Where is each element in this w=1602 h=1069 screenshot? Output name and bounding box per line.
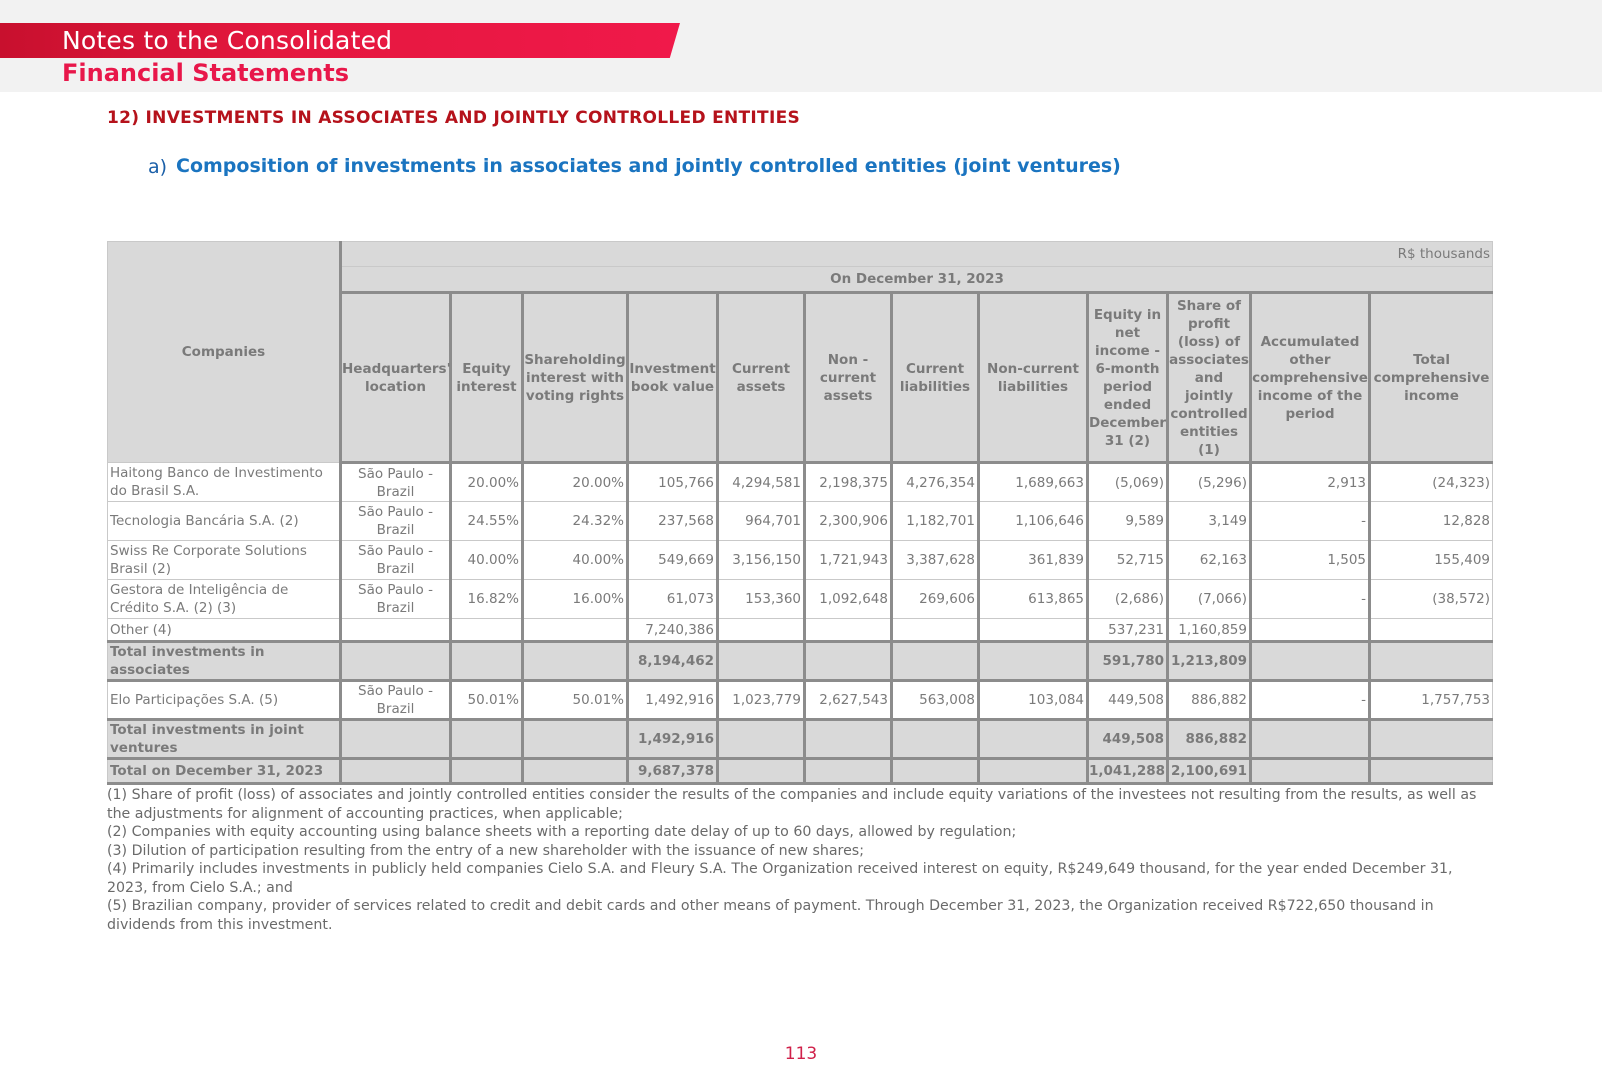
empty-cell [451, 759, 523, 784]
footnote: (3) Dilution of participation resulting from the entry of a new shareholder with the issuance of new shares; [107, 842, 864, 859]
table-cell: 16.82% [451, 580, 523, 619]
column-header: Current assets [718, 293, 805, 463]
table-row [108, 580, 1493, 619]
table-cell: 1,721,943 [805, 541, 892, 580]
total-label: Total on December 31, 2023 [108, 759, 341, 784]
table-cell: 2,627,543 [805, 681, 892, 720]
total-equity: 449,508 [1088, 720, 1168, 759]
table-cell: 105,766 [628, 463, 718, 502]
table-cell: (24,323) [1370, 463, 1493, 502]
table-cell: (5,296) [1168, 463, 1251, 502]
column-header: Non-current liabilities [979, 293, 1088, 463]
column-header: Equity in net income - 6-month period ended December 31 (2) [1088, 293, 1168, 463]
table-cell: 20.00% [523, 463, 628, 502]
table-cell: 50.01% [451, 681, 523, 720]
total-book-value: 1,492,916 [628, 720, 718, 759]
table-cell: 3,387,628 [892, 541, 979, 580]
empty-cell [1251, 642, 1370, 681]
table-cell: 361,839 [979, 541, 1088, 580]
table-row [108, 619, 1493, 642]
table-cell: 153,360 [718, 580, 805, 619]
empty-cell [718, 642, 805, 681]
empty-cell [979, 720, 1088, 759]
column-header: Shareholding interest with voting rights [523, 293, 628, 463]
table-cell: 7,240,386 [628, 619, 718, 642]
column-header: Equity interest [451, 293, 523, 463]
empty-cell [341, 759, 451, 784]
table-cell: 237,568 [628, 502, 718, 541]
column-header: Share of profit (loss) of associates and jointly controlled entities (1) [1168, 293, 1251, 463]
table-cell [718, 619, 805, 642]
subsection-title: Composition of investments in associates and jointly controlled entities (joint ventures) [176, 155, 1121, 177]
empty-cell [1251, 759, 1370, 784]
column-header: Investment book value [628, 293, 718, 463]
table-cell: São Paulo - Brazil [341, 502, 451, 541]
table-cell: 103,084 [979, 681, 1088, 720]
table-cell: 40.00% [451, 541, 523, 580]
empty-cell [1370, 759, 1493, 784]
table-cell [979, 619, 1088, 642]
table-cell: 613,865 [979, 580, 1088, 619]
table-cell: 886,882 [1168, 681, 1251, 720]
table-cell: 2,300,906 [805, 502, 892, 541]
empty-cell [341, 720, 451, 759]
table-row [108, 502, 1493, 541]
total-share: 2,100,691 [1168, 759, 1251, 784]
table-row [108, 541, 1493, 580]
table-cell: - [1251, 580, 1370, 619]
table-cell: 1,757,753 [1370, 681, 1493, 720]
table-row [108, 463, 1493, 502]
table-cell: 3,156,150 [718, 541, 805, 580]
column-header: Accumulated other comprehensive income of the period [1251, 293, 1370, 463]
empty-cell [523, 720, 628, 759]
table-cell: 62,163 [1168, 541, 1251, 580]
grand-total-row [108, 759, 1493, 784]
company-name: Tecnologia Bancária S.A. (2) [108, 502, 341, 541]
section-title: 12) INVESTMENTS IN ASSOCIATES AND JOINTLY CONTROLLED ENTITIES [107, 108, 801, 128]
column-header: Total comprehensive income [1370, 293, 1493, 463]
page-number: 113 [784, 1044, 818, 1064]
table-cell: 3,149 [1168, 502, 1251, 541]
footnote: (4) Primarily includes investments in publicly held companies Cielo S.A. and Fleury S.A. The Organization received interest on equity, R$249,649 thousand, for the year ended December 31, 2023, from Cielo S.A.; and [107, 861, 1453, 896]
empty-cell [1370, 642, 1493, 681]
table-cell [341, 619, 451, 642]
company-name: Gestora de Inteligência de Crédito S.A. (2) (3) [108, 580, 341, 619]
empty-cell [892, 759, 979, 784]
table-cell [805, 619, 892, 642]
empty-cell [451, 720, 523, 759]
empty-cell [979, 642, 1088, 681]
units-label: R$ thousands [341, 242, 1493, 267]
table-cell: 12,828 [1370, 502, 1493, 541]
total-share: 1,213,809 [1168, 642, 1251, 681]
table-cell: 449,508 [1088, 681, 1168, 720]
empty-cell [523, 642, 628, 681]
table-cell: 1,182,701 [892, 502, 979, 541]
total-equity: 591,780 [1088, 642, 1168, 681]
table-cell: 563,008 [892, 681, 979, 720]
table-cell [523, 619, 628, 642]
company-name: Other (4) [108, 619, 341, 642]
empty-cell [892, 642, 979, 681]
empty-cell [718, 720, 805, 759]
table-cell: 24.32% [523, 502, 628, 541]
company-name: Haitong Banco de Investimento do Brasil S.A. [108, 463, 341, 502]
empty-cell [341, 642, 451, 681]
table-cell: 549,669 [628, 541, 718, 580]
table-cell: 40.00% [523, 541, 628, 580]
table-cell: (7,066) [1168, 580, 1251, 619]
company-name: Elo Participações S.A. (5) [108, 681, 341, 720]
table-cell: 2,913 [1251, 463, 1370, 502]
empty-cell [1370, 720, 1493, 759]
column-header: Non - current assets [805, 293, 892, 463]
empty-cell [523, 759, 628, 784]
table-cell: 9,589 [1088, 502, 1168, 541]
table-cell: (38,572) [1370, 580, 1493, 619]
table-cell: 1,023,779 [718, 681, 805, 720]
table-row [108, 681, 1493, 720]
table-cell: (2,686) [1088, 580, 1168, 619]
total-book-value: 8,194,462 [628, 642, 718, 681]
page-title-line2: Financial Statements [62, 59, 350, 87]
table-cell: 61,073 [628, 580, 718, 619]
footnotes [107, 786, 1492, 934]
period-header: On December 31, 2023 [341, 267, 1493, 293]
total-share: 886,882 [1168, 720, 1251, 759]
table-cell: 4,276,354 [892, 463, 979, 502]
table-cell: (5,069) [1088, 463, 1168, 502]
total-associates-row [108, 642, 1493, 681]
column-header: Current liabilities [892, 293, 979, 463]
table-cell [892, 619, 979, 642]
table-cell: 4,294,581 [718, 463, 805, 502]
total-book-value: 9,687,378 [628, 759, 718, 784]
footnote: (5) Brazilian company, provider of services related to credit and debit cards and other means of payment. Through December 31, 2023, the Organization received R$722,650 thousand in dividends from this investment. [107, 898, 1434, 933]
empty-cell [1251, 720, 1370, 759]
empty-cell [979, 759, 1088, 784]
total-label: Total investments in associates [108, 642, 341, 681]
total-label: Total investments in joint ventures [108, 720, 341, 759]
total-jv-row [108, 720, 1493, 759]
companies-header: Companies [108, 242, 341, 463]
empty-cell [718, 759, 805, 784]
table-cell: 1,689,663 [979, 463, 1088, 502]
empty-cell [805, 759, 892, 784]
table-cell: 1,505 [1251, 541, 1370, 580]
table-cell: 2,198,375 [805, 463, 892, 502]
empty-cell [805, 720, 892, 759]
table-cell: 964,701 [718, 502, 805, 541]
table-cell: 16.00% [523, 580, 628, 619]
table-cell: - [1251, 681, 1370, 720]
subsection-letter: a) [148, 156, 168, 178]
table-cell: 52,715 [1088, 541, 1168, 580]
table-cell: 269,606 [892, 580, 979, 619]
table-cell [451, 619, 523, 642]
empty-cell [451, 642, 523, 681]
table-cell: São Paulo - Brazil [341, 681, 451, 720]
table-cell [1370, 619, 1493, 642]
table-cell [1251, 619, 1370, 642]
investments-table [107, 241, 1493, 785]
table-cell: 1,106,646 [979, 502, 1088, 541]
table-cell: 20.00% [451, 463, 523, 502]
table-cell: - [1251, 502, 1370, 541]
total-equity: 1,041,288 [1088, 759, 1168, 784]
footnote: (1) Share of profit (loss) of associates and jointly controlled entities consider the results of the companies and include equity variations of the investees not resulting from the results, as well as the adjustments for alignment of accounting practices, when applicable; [107, 787, 1477, 822]
table-cell: 24.55% [451, 502, 523, 541]
footnote: (2) Companies with equity accounting using balance sheets with a reporting date delay of up to 60 days, allowed by regulation; [107, 824, 1017, 840]
table-cell: 1,092,648 [805, 580, 892, 619]
page-title-line1: Notes to the Consolidated [62, 26, 393, 55]
company-name: Swiss Re Corporate Solutions Brasil (2) [108, 541, 341, 580]
table-cell: 155,409 [1370, 541, 1493, 580]
table-cell: 537,231 [1088, 619, 1168, 642]
table-cell: 1,492,916 [628, 681, 718, 720]
table-cell: São Paulo - Brazil [341, 463, 451, 502]
table-cell: São Paulo - Brazil [341, 541, 451, 580]
table-cell: São Paulo - Brazil [341, 580, 451, 619]
column-header: Headquarters' location [341, 293, 451, 463]
empty-cell [892, 720, 979, 759]
table-cell: 50.01% [523, 681, 628, 720]
table-cell: 1,160,859 [1168, 619, 1251, 642]
empty-cell [805, 642, 892, 681]
